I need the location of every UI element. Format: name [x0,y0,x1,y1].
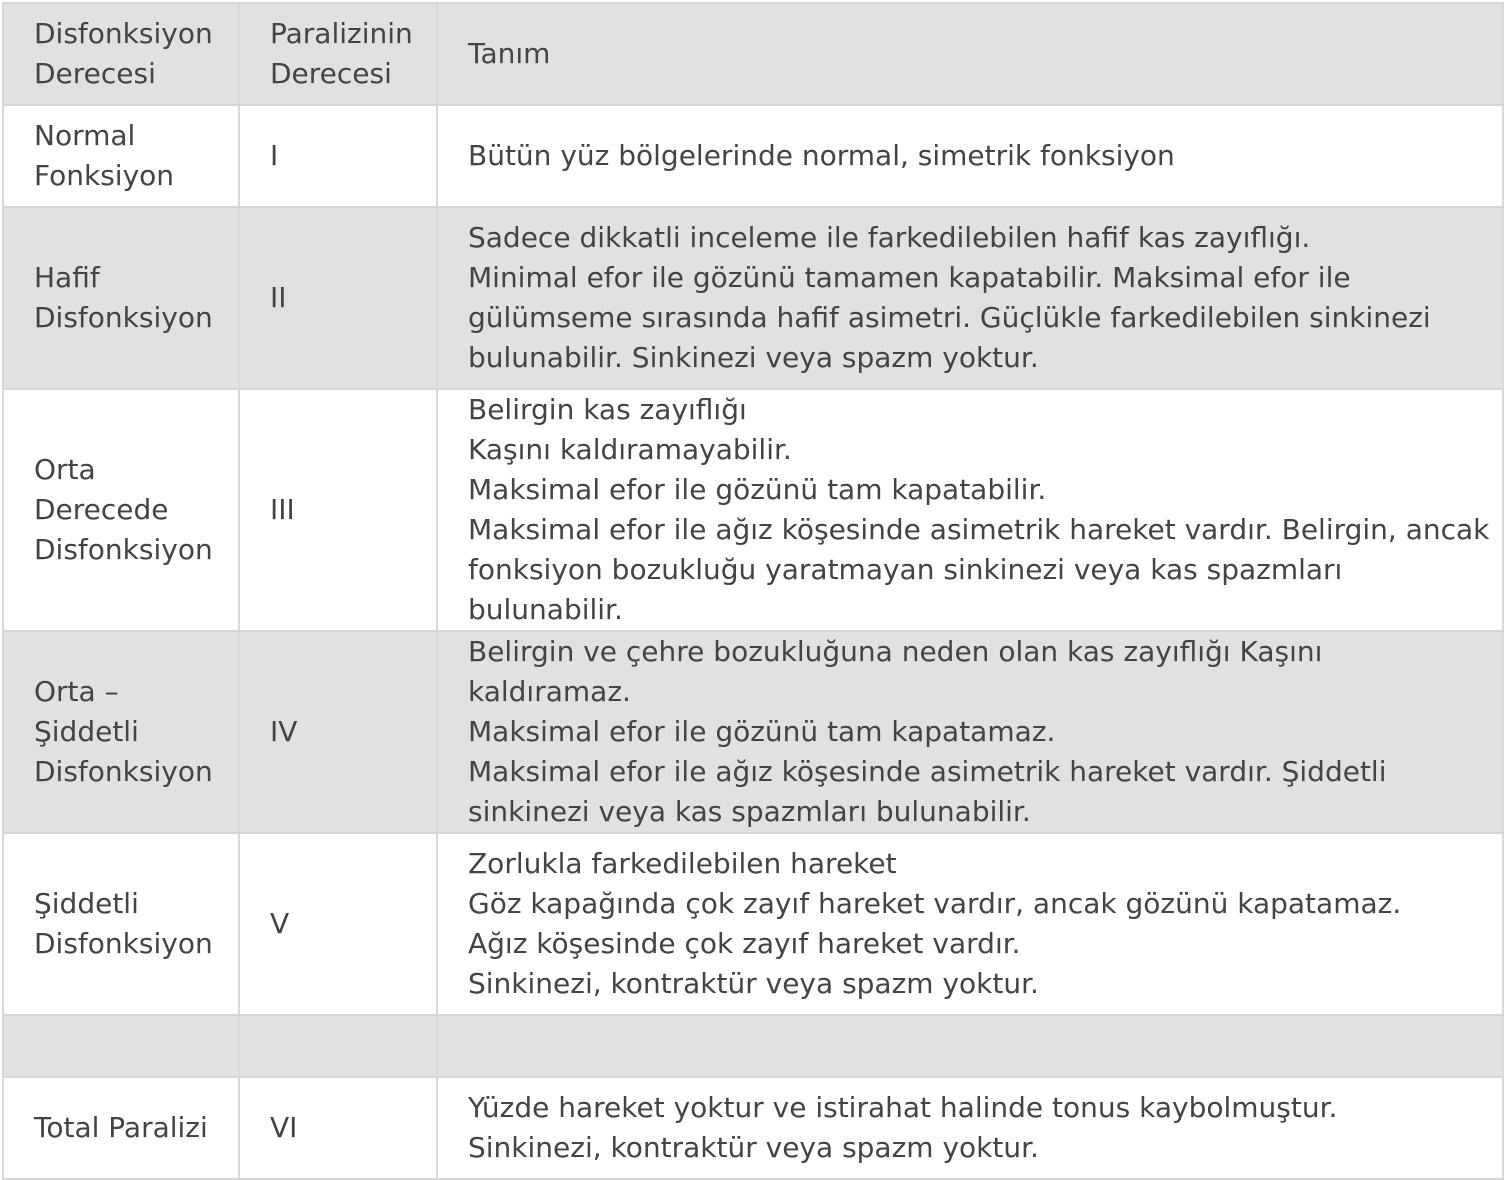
table-row [3,105,1503,207]
definition-line: Kaşını kaldıramayabilir. [468,433,792,466]
definition-line: bulunabilir. Sinkinezi veya spazm yoktur. [468,341,1039,374]
definition-cell [437,833,1503,1015]
table-row-empty [3,1015,1503,1077]
definition-cell [437,389,1503,631]
dysfunction-name-cell [3,833,239,1015]
definition-line: gülümseme sırasında hafif asimetri. Güçlükle farkedilebilen sinkinezi [468,301,1431,334]
table-row [3,833,1503,1015]
paralysis-grade-cell: IV [239,631,437,833]
table-row [3,631,1503,833]
paralysis-grade-cell [239,1015,437,1077]
dysfunction-name-line: Disfonksiyon [34,755,213,788]
definition-line: Minimal efor ile gözünü tamamen kapatabilir. Maksimal efor ile [468,261,1351,294]
dysfunction-name-line: Derecede [34,493,169,526]
paralysis-grade-cell: II [239,207,437,389]
paralysis-grade-cell: V [239,833,437,1015]
dysfunction-name-cell [3,207,239,389]
table-row [3,1077,1503,1179]
header-degree-of-paralysis-line: Paralizinin [270,17,413,50]
definition-line: Maksimal efor ile gözünü tam kapatabilir. [468,473,1047,506]
definition-line: Sadece dikkatli inceleme ile farkedilebilen hafif kas zayıflığı. [468,221,1311,254]
dysfunction-name-cell [3,631,239,833]
definition-line: Belirgin ve çehre bozukluğuna neden olan kas zayıflığı Kaşını kaldıramaz. [468,635,1323,708]
definition-line: Sinkinezi, kontraktür veya spazm yoktur. [468,967,1039,1000]
table-header-row [3,3,1503,105]
header-degree-of-dysfunction-line: Derecesi [34,57,156,90]
dysfunction-name-line: Total Paralizi [34,1111,208,1144]
dysfunction-name-line: Orta [34,453,96,486]
definition-cell [437,207,1503,389]
header-degree-of-dysfunction [3,3,239,105]
definition-cell [437,1015,1503,1077]
dysfunction-name-line: Disfonksiyon [34,301,213,334]
paralysis-grade-cell: VI [239,1077,437,1179]
dysfunction-name-line: Disfonksiyon [34,533,213,566]
dysfunction-name-cell [3,105,239,207]
dysfunction-name-line: Şiddetli [34,887,139,920]
paralysis-grade-cell: III [239,389,437,631]
dysfunction-name-line: Disfonksiyon [34,927,213,960]
definition-line: Bütün yüz bölgelerinde normal, simetrik fonksiyon [468,139,1175,172]
header-degree-of-paralysis [239,3,437,105]
header-definition: Tanım [437,3,1503,105]
definition-line: Maksimal efor ile ağız köşesinde asimetrik hareket vardır. Belirgin, ancak [468,513,1490,546]
table-row [3,389,1503,631]
dysfunction-name-line: Şiddetli [34,715,139,748]
definition-line: Göz kapağında çok zayıf hareket vardır, ancak gözünü kapatamaz. [468,887,1402,920]
paralysis-grade-cell: I [239,105,437,207]
dysfunction-name-cell [3,389,239,631]
definition-cell [437,631,1503,833]
table-row [3,207,1503,389]
definition-line: Maksimal efor ile gözünü tam kapatamaz. [468,715,1056,748]
definition-line: Ağız köşesinde çok zayıf hareket vardır. [468,927,1021,960]
definition-line: Belirgin kas zayıflığı [468,393,747,426]
definition-cell [437,1077,1503,1179]
dysfunction-name-line: Orta – [34,675,119,708]
definition-line: Maksimal efor ile ağız köşesinde asimetrik hareket vardır. Şiddetli [468,755,1387,788]
house-brackmann-table [2,2,1504,1180]
header-degree-of-paralysis-line: Derecesi [270,57,392,90]
definition-cell [437,105,1503,207]
header-degree-of-dysfunction-line: Disfonksiyon [34,17,213,50]
dysfunction-name-line: Normal [34,119,136,152]
definition-line: Zorlukla farkedilebilen hareket [468,847,897,880]
definition-line: Yüzde hareket yoktur ve istirahat halinde tonus kaybolmuştur. [468,1091,1338,1124]
dysfunction-name-line: Hafif [34,261,100,294]
dysfunction-name-cell [3,1015,239,1077]
dysfunction-name-cell [3,1077,239,1179]
definition-line: sinkinezi veya kas spazmları bulunabilir. [468,795,1031,828]
definition-line: fonksiyon bozukluğu yaratmayan sinkinezi veya kas spazmları bulunabilir. [468,553,1343,626]
dysfunction-name-line: Fonksiyon [34,159,175,192]
definition-line: Sinkinezi, kontraktür veya spazm yoktur. [468,1131,1039,1164]
